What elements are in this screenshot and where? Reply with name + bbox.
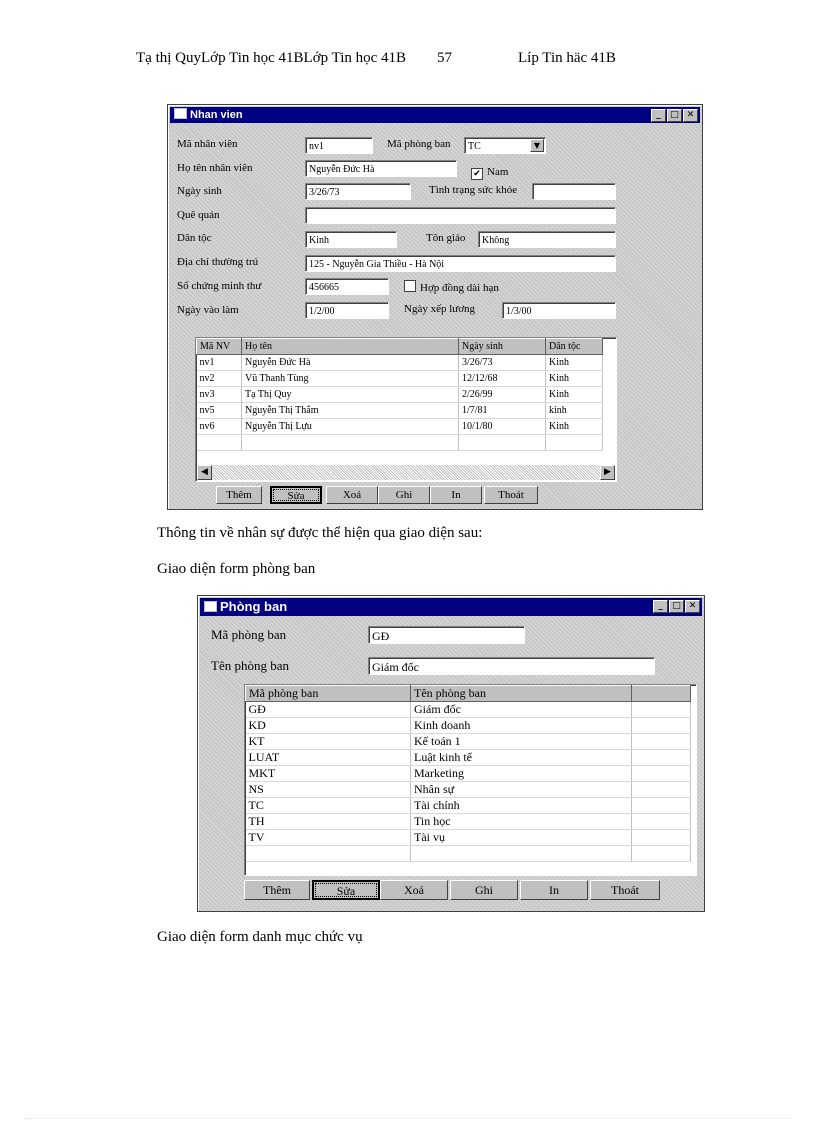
department-form-titlebar[interactable] <box>200 598 702 616</box>
label-department-name: Tên phòng ban <box>211 658 289 673</box>
save-button[interactable]: Ghi <box>450 880 518 900</box>
cell: nv2 <box>197 371 242 387</box>
close-icon[interactable]: ✕ <box>683 109 698 122</box>
table-row[interactable] <box>246 814 691 830</box>
cell: KD <box>246 718 411 734</box>
window-title: Phòng ban <box>220 599 288 614</box>
ethnicity-input[interactable]: Kinh <box>305 231 397 248</box>
edit-button[interactable]: Sửa <box>312 880 380 900</box>
male-checkbox[interactable] <box>471 166 508 180</box>
cell: kinh <box>546 403 603 419</box>
save-button[interactable]: Ghi <box>378 486 430 504</box>
department-combo[interactable] <box>464 137 546 154</box>
print-button[interactable]: In <box>520 880 588 900</box>
exit-button[interactable]: Thoát <box>484 486 538 504</box>
employee-form-titlebar[interactable] <box>170 107 700 123</box>
cell: GĐ <box>246 702 411 718</box>
cell: Kinh doanh <box>411 718 632 734</box>
maximize-icon[interactable]: □ <box>667 109 682 122</box>
department-name-input[interactable]: Giám đốc <box>368 657 655 675</box>
cell: Kinh <box>546 355 603 371</box>
maximize-icon[interactable]: □ <box>669 600 684 613</box>
cell: nv6 <box>197 419 242 435</box>
cell: Nguyễn Đức Hà <box>242 355 459 371</box>
print-button[interactable]: In <box>430 486 482 504</box>
column-header[interactable]: Ngày sinh <box>459 339 546 355</box>
cell: 10/1/80 <box>459 419 546 435</box>
column-header[interactable]: Mã phòng ban <box>246 686 411 702</box>
column-header[interactable]: Mã NV <box>197 339 242 355</box>
department-form-window <box>197 595 705 912</box>
table-row-empty[interactable] <box>197 435 603 451</box>
id-card-input[interactable]: 456665 <box>305 278 389 295</box>
cell: MKT <box>246 766 411 782</box>
cell: Kinh <box>546 387 603 403</box>
department-id-input[interactable]: GĐ <box>368 626 525 644</box>
label-start-date: Ngày vào làm <box>177 304 239 316</box>
cell: Tạ Thị Quy <box>242 387 459 403</box>
header-author-class: Tạ thị QuyLớp Tin học 41BLớp Tin học 41B <box>136 50 407 66</box>
checkbox-icon[interactable]: ✔ <box>471 168 483 180</box>
cell: 3/26/73 <box>459 355 546 371</box>
column-header[interactable]: Họ tên <box>242 339 459 355</box>
header-class-garbled: Líp Tin häc 41B <box>518 50 616 66</box>
table-row-empty[interactable] <box>246 846 691 862</box>
app-icon <box>204 601 217 612</box>
table-row[interactable] <box>197 371 603 387</box>
table-row[interactable] <box>246 734 691 750</box>
label-department-id: Mã phòng ban <box>387 138 451 150</box>
cell: Nhân sự <box>411 782 632 798</box>
employee-id-input[interactable]: nv1 <box>305 137 373 154</box>
cell: Tài vụ <box>411 830 632 846</box>
cell: TC <box>246 798 411 814</box>
label-health-status: Tình trạng sức khỏe <box>429 184 518 196</box>
window-title: Nhan vien <box>190 109 243 121</box>
add-button[interactable]: Thêm <box>244 880 310 900</box>
birth-date-input[interactable]: 3/26/73 <box>305 183 411 200</box>
column-header[interactable]: Dân tộc <box>546 339 603 355</box>
app-icon <box>174 108 187 119</box>
cell: Nguyễn Thị Lựu <box>242 419 459 435</box>
minimize-icon[interactable]: _ <box>653 600 668 613</box>
full-name-input[interactable]: Nguyễn Đức Hà <box>305 160 457 177</box>
close-icon[interactable]: ✕ <box>685 600 700 613</box>
minimize-icon[interactable]: _ <box>651 109 666 122</box>
department-combo-value: TC <box>468 141 481 152</box>
page-footer-divider <box>24 1118 792 1119</box>
long-term-contract-label: Hợp đồng dài hạn <box>420 282 499 294</box>
table-row[interactable] <box>246 782 691 798</box>
label-ethnicity: Dân tộc <box>177 232 212 244</box>
religion-input[interactable]: Không <box>478 231 616 248</box>
table-row[interactable] <box>197 355 603 371</box>
scroll-left-icon[interactable]: ◀ <box>197 465 212 480</box>
cell: 12/12/68 <box>459 371 546 387</box>
edit-button[interactable]: Sửa <box>270 486 322 504</box>
male-label: Nam <box>487 166 509 178</box>
table-row[interactable] <box>246 702 691 718</box>
table-row[interactable] <box>246 830 691 846</box>
label-employee-id: Mã nhân viên <box>177 138 238 150</box>
paragraph-position-form: Giao diện form danh mục chức vụ <box>157 929 363 945</box>
delete-button[interactable]: Xoá <box>326 486 378 504</box>
table-row[interactable] <box>197 387 603 403</box>
cell: NS <box>246 782 411 798</box>
table-row[interactable] <box>197 403 603 419</box>
column-header[interactable]: Tên phòng ban <box>411 686 632 702</box>
label-id-card: Số chứng minh thư <box>177 280 262 292</box>
label-department-id: Mã phòng ban <box>211 627 287 642</box>
table-row[interactable] <box>246 718 691 734</box>
table-row[interactable] <box>197 419 603 435</box>
cell: KT <box>246 734 411 750</box>
page-number: 57 <box>437 50 452 66</box>
cell: nv5 <box>197 403 242 419</box>
table-row[interactable] <box>246 750 691 766</box>
add-button[interactable]: Thêm <box>216 486 262 504</box>
label-full-name: Họ tên nhân viên <box>177 162 253 174</box>
long-term-contract-checkbox[interactable] <box>404 280 499 294</box>
table-row[interactable] <box>246 766 691 782</box>
column-header-empty[interactable] <box>632 686 691 702</box>
grid-header-row <box>246 686 691 702</box>
cell: 1/7/81 <box>459 403 546 419</box>
cell: TH <box>246 814 411 830</box>
grid-header-row <box>197 339 603 355</box>
delete-button[interactable]: Xoá <box>380 880 448 900</box>
horizontal-scrollbar[interactable] <box>197 465 615 480</box>
cell: Giám đốc <box>411 702 632 718</box>
cell: nv3 <box>197 387 242 403</box>
label-hometown: Quê quán <box>177 209 220 221</box>
cell: nv1 <box>197 355 242 371</box>
cell: Nguyễn Thị Thắm <box>242 403 459 419</box>
checkbox-icon[interactable] <box>404 280 416 292</box>
cell: LUAT <box>246 750 411 766</box>
salary-date-input[interactable]: 1/3/00 <box>502 302 616 319</box>
cell: TV <box>246 830 411 846</box>
cell: Luật kinh tế <box>411 750 632 766</box>
employee-grid[interactable] <box>195 337 617 482</box>
cell: Kinh <box>546 371 603 387</box>
cell: Tin học <box>411 814 632 830</box>
cell: Vũ Thanh Tùng <box>242 371 459 387</box>
department-grid[interactable] <box>244 684 697 876</box>
scroll-right-icon[interactable]: ▶ <box>600 465 615 480</box>
health-status-input[interactable] <box>532 183 616 200</box>
employee-form-window <box>167 104 703 510</box>
exit-button[interactable]: Thoát <box>590 880 660 900</box>
chevron-down-icon[interactable]: ▼ <box>530 139 544 152</box>
label-birth-date: Ngày sinh <box>177 185 222 197</box>
label-address: Địa chỉ thường trú <box>177 256 259 268</box>
label-religion: Tôn giáo <box>426 232 466 244</box>
paragraph-hr-info: Thông tin về nhân sự được thể hiện qua giao diện sau: <box>157 525 483 541</box>
paragraph-department-form: Giao diện form phòng ban <box>157 561 316 577</box>
start-date-input[interactable]: 1/2/00 <box>305 302 389 319</box>
table-row[interactable] <box>246 798 691 814</box>
cell: 2/26/99 <box>459 387 546 403</box>
label-salary-date: Ngày xếp lương <box>404 303 476 315</box>
address-input[interactable]: 125 - Nguyễn Gia Thiều - Hà Nội <box>305 255 616 272</box>
cell: Tài chính <box>411 798 632 814</box>
cell: Kế toán 1 <box>411 734 632 750</box>
cell: Marketing <box>411 766 632 782</box>
hometown-input[interactable] <box>305 207 616 224</box>
cell: Kinh <box>546 419 603 435</box>
